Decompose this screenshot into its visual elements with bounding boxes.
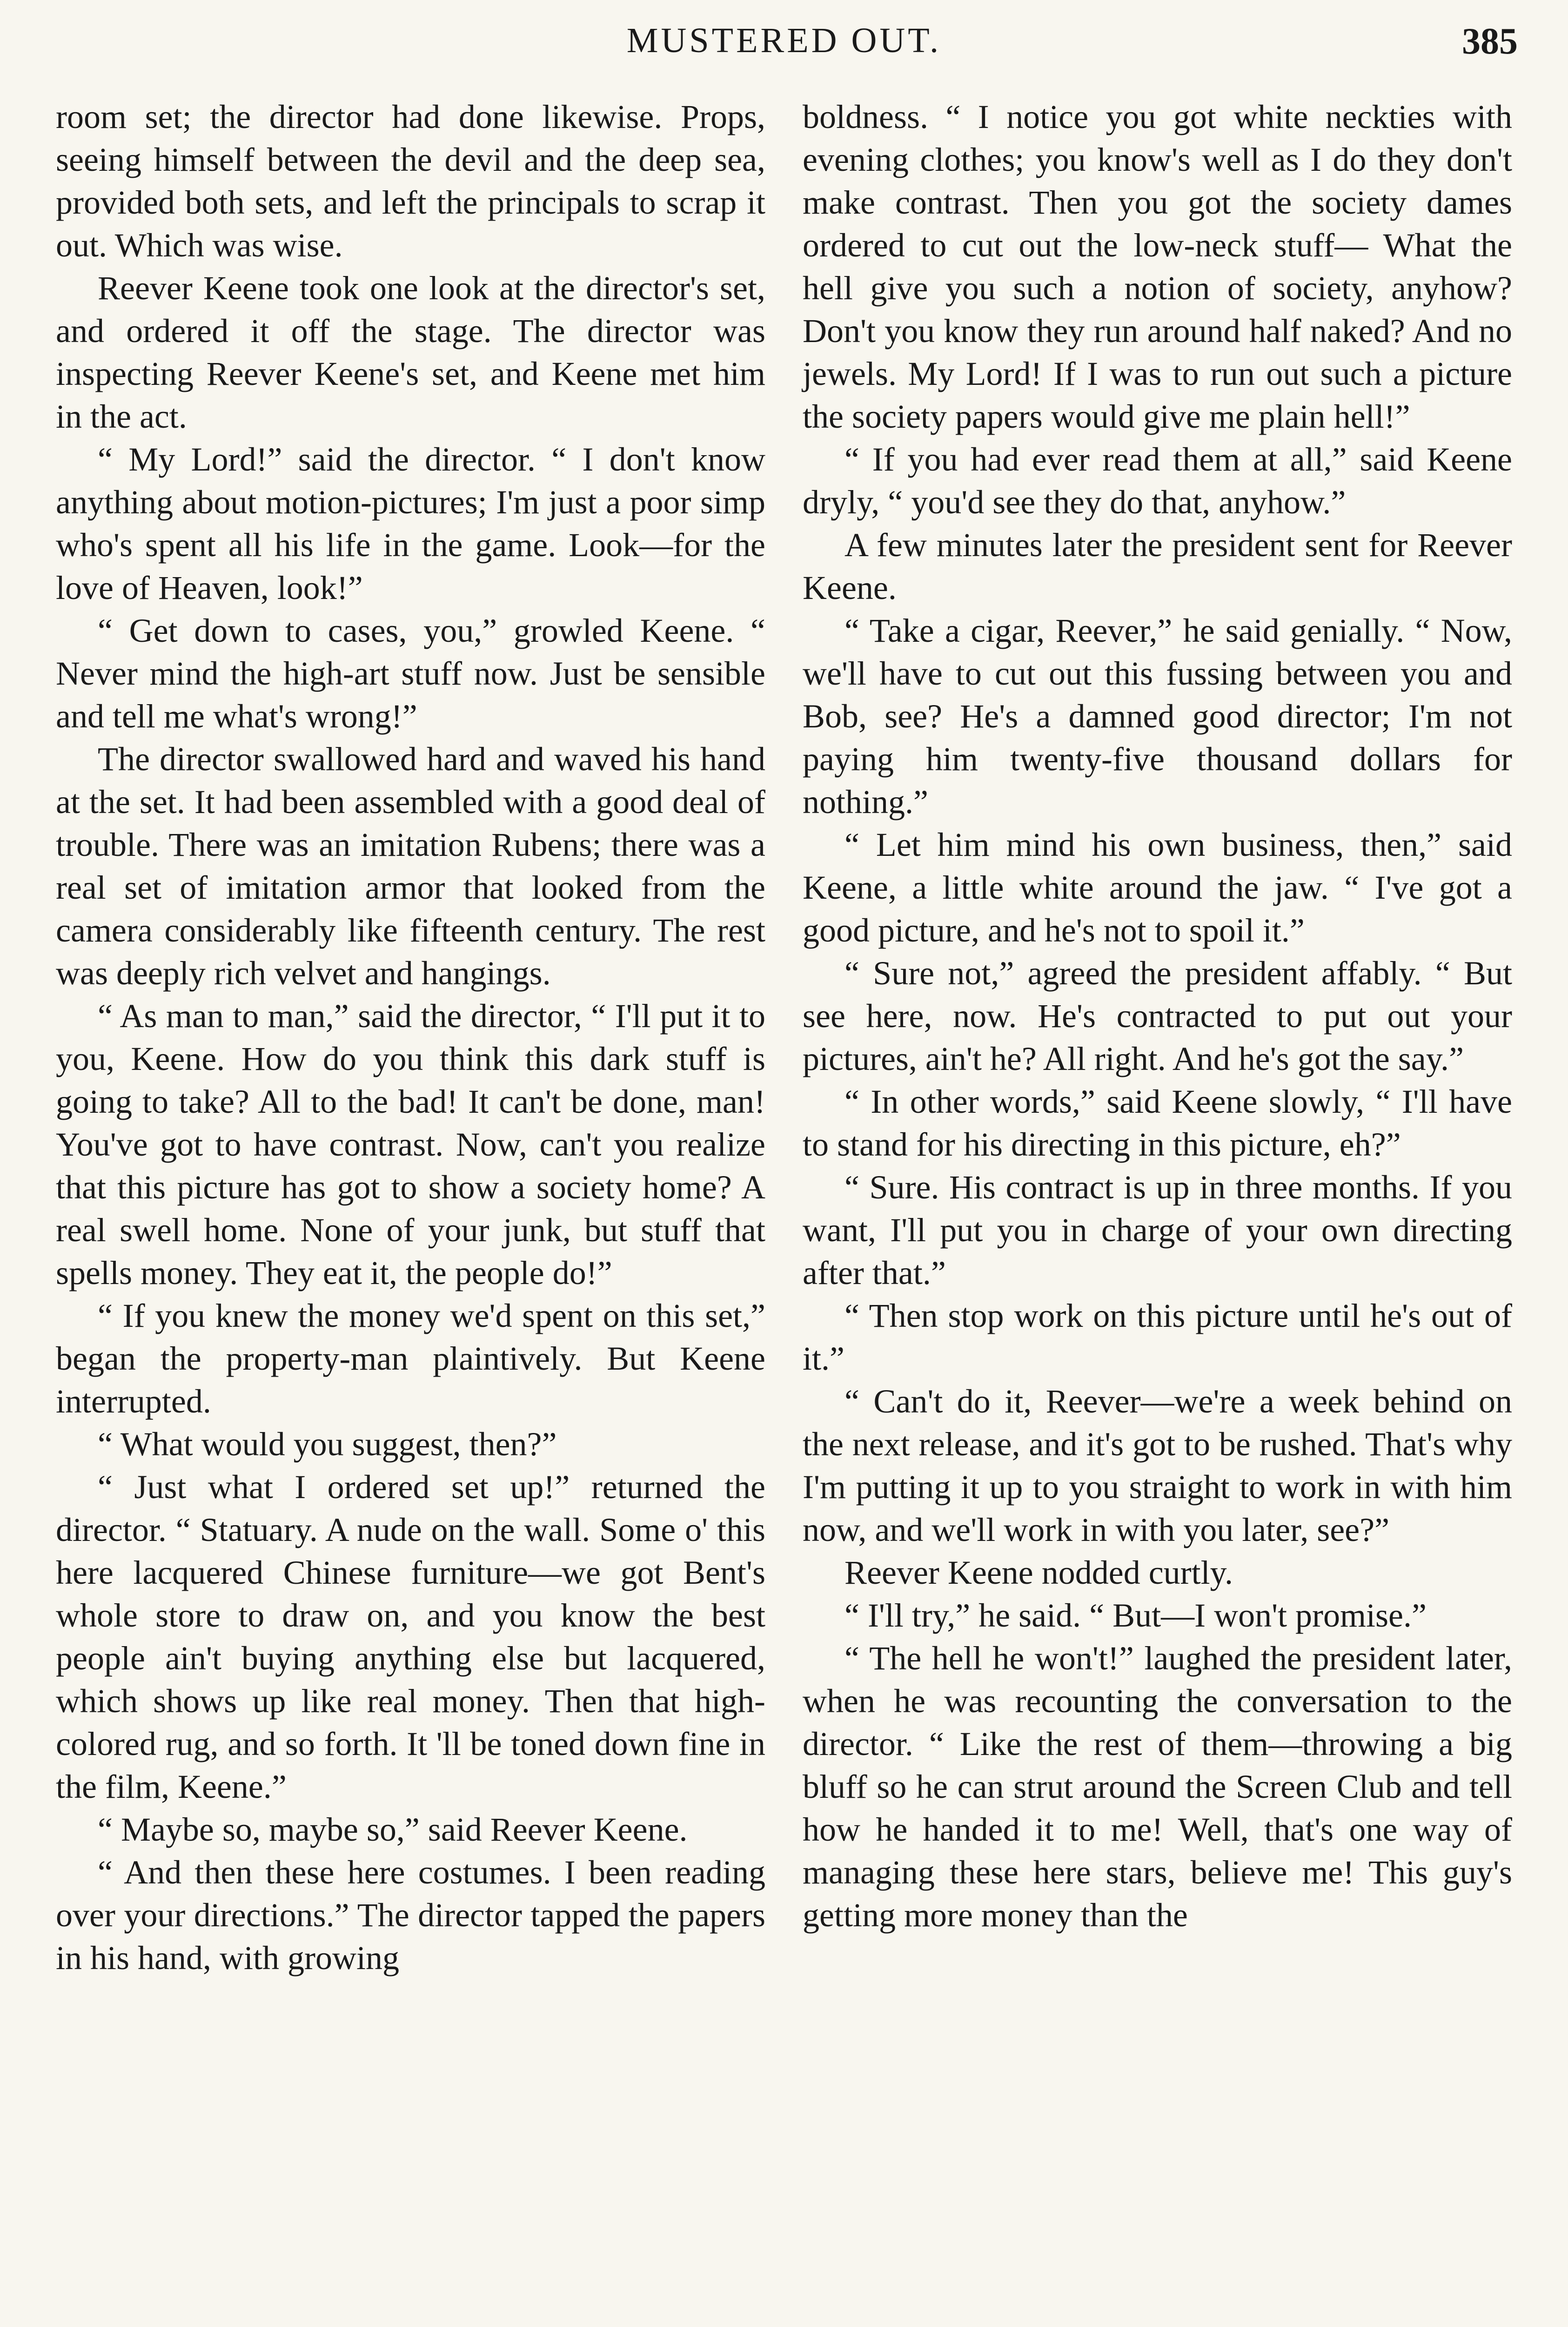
paragraph: “ The hell he won't!” laughed the president later, when he was recounting the conversation to the director. “ Like the rest of them—throwing a big bluff so he can strut around the Screen Club and tell how he handed it to me! Well, that's one way of managing these here stars, believe me! This guy's getting more money than the (803, 1640, 1512, 1934)
paragraph: Reever Keene nodded curtly. (844, 1554, 1233, 1591)
paragraph: “ Maybe so, maybe so,” said Reever Keene. (98, 1811, 688, 1848)
paragraph: “ I'll try,” he said. “ But—I won't promise.” (844, 1597, 1427, 1634)
running-title: MUSTERED OUT. (626, 21, 942, 60)
paragraph: “ In other words,” said Keene slowly, “ I'll have to stand for his directing in this picture, eh?” (803, 1083, 1512, 1163)
paragraph: “ My Lord!” said the director. “ I don't know anything about motion-pictures; I'm just a poor simp who's spent all his life in the game. Look—for the love of Heaven, look!” (56, 441, 765, 606)
paragraph: “ Then stop work on this picture until he's out of it.” (803, 1297, 1512, 1377)
paragraph: “ If you knew the money we'd spent on this set,” began the property-man plaintively. But Keene interrupted. (56, 1297, 765, 1420)
paragraph: “ What would you suggest, then?” (98, 1426, 557, 1463)
paragraph: “ If you had ever read them at all,” said Keene dryly, “ you'd see they do that, anyhow.” (803, 441, 1512, 521)
paragraph: “ Let him mind his own business, then,” said Keene, a little white around the jaw. “ I've got a good picture, and he's not to spoil it.” (803, 826, 1512, 949)
page-number: 385 (1462, 21, 1518, 62)
paragraph: “ Sure not,” agreed the president affably. “ But see here, now. He's contracted to put out your pictures, ain't he? All right. And he's got the say.” (803, 955, 1512, 1077)
paragraph: The director swallowed hard and waved his hand at the set. It had been assembled with a good deal of trouble. There was an imitation Rubens; there was a real set of imitation armor that looked from the camera considerably like fifteenth century. The rest was deeply rich velvet and hangings. (56, 740, 765, 992)
paragraph: “ Can't do it, Reever—we're a week behind on the next release, and it's got to be rushed. That's why I'm putting it up to you straight to work in with him now, and we'll work in with you later, see?” (803, 1383, 1512, 1548)
paragraph: room set; the director had done likewise. Props, seeing himself between the devil and the deep sea, provided both sets, and left the principals to scrap it out. Which was wise. (56, 98, 765, 264)
paragraph: “ Take a cigar, Reever,” he said genially. “ Now, we'll have to cut out this fussing between you and Bob, see? He's a damned good director; I'm not paying him twenty-five thousand dollars for nothing.” (803, 612, 1512, 821)
paragraph: A few minutes later the president sent for Reever Keene. (803, 526, 1512, 606)
running-head (0, 0, 1568, 70)
paragraph: “ And then these here costumes. I been reading over your directions.” The director tapped the papers in his hand, with growing (56, 1854, 765, 1977)
paragraph: Reever Keene took one look at the director's set, and ordered it off the stage. The director was inspecting Reever Keene's set, and Keene met him in the act. (56, 269, 765, 435)
text-column-left (56, 95, 765, 1979)
paragraph: boldness. “ I notice you got white neckties with evening clothes; you know's well as I do they don't make contrast. Then you got the society dames ordered to cut out the low-neck stuff— What the hell give you such a notion of society, anyhow? Don't you know they run around half naked? And no jewels. My Lord! If I was to run out such a picture the society papers would give me plain hell!” (803, 98, 1512, 435)
text-column-right (803, 95, 1512, 1937)
paragraph: “ Sure. His contract is up in three months. If you want, I'll put you in charge of your own directing after that.” (803, 1169, 1512, 1291)
paragraph: “ Just what I ordered set up!” returned the director. “ Statuary. A nude on the wall. Some o' this here lacquered Chinese furniture—we got Bent's whole store to draw on, and you know the best people ain't buying anything else but lacquered, which shows up like real money. Then that high-colored rug, and so forth. It 'll be toned down fine in the film, Keene.” (56, 1468, 765, 1805)
paragraph: “ Get down to cases, you,” growled Keene. “ Never mind the high-art stuff now. Just be sensible and tell me what's wrong!” (56, 612, 765, 735)
paragraph: “ As man to man,” said the director, “ I'll put it to you, Keene. How do you think this dark stuff is going to take? All to the bad! It can't be done, man! You've got to have contrast. Now, can't you realize that this picture has got to show a society home? A real swell home. None of your junk, but stuff that spells money. They eat it, the people do!” (56, 997, 765, 1291)
